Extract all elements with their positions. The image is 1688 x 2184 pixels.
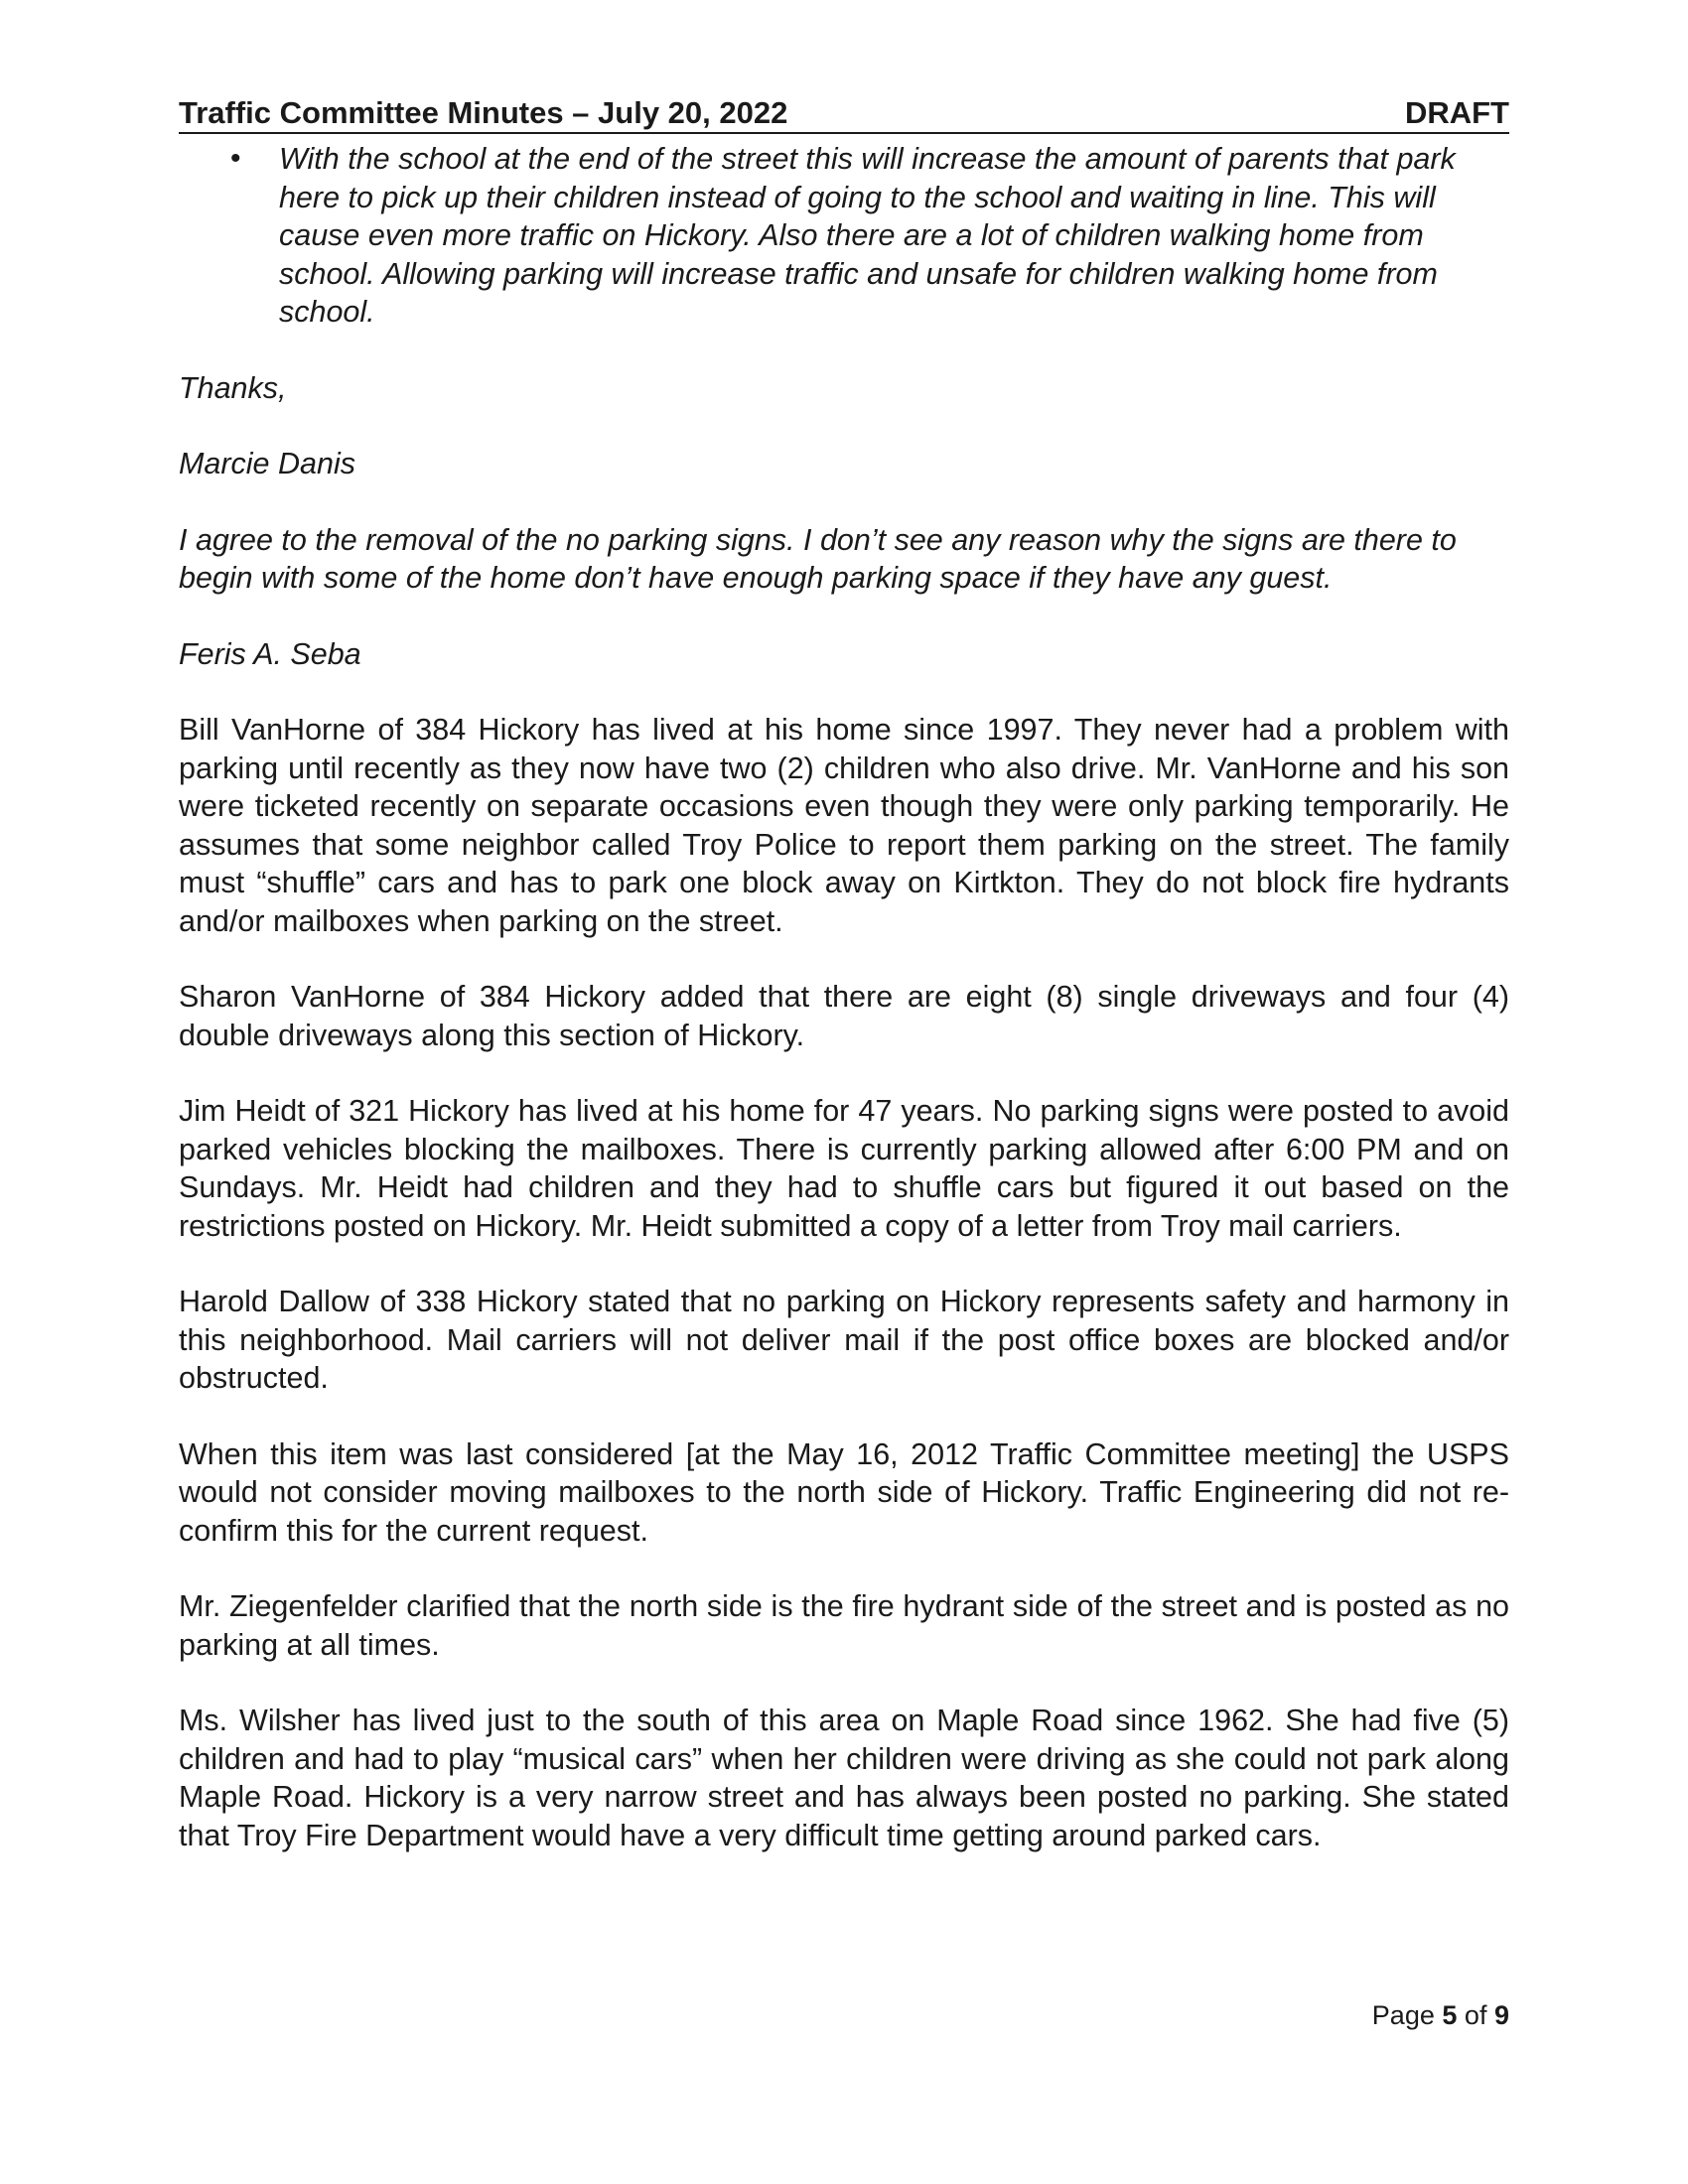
bullet-item: [179, 140, 1509, 332]
minutes-paragraph: Jim Heidt of 321 Hickory has lived at his home for 47 years. No parking signs were posted to avoid parked vehicles blocking the mailboxes. There is currently parking allowed after 6:00 PM and on Sundays. Mr. Heidt had children and they had to shuffle cars but figured it out based on the restrictions posted on Hickory. Mr. Heidt submitted a copy of a letter from Troy mail carriers.: [179, 1094, 1509, 1243]
minutes-paragraph: Mr. Ziegenfelder clarified that the north side is the fire hydrant side of the street and is posted as no parking at all times.: [179, 1589, 1509, 1662]
document-title: Traffic Committee Minutes – July 20, 2022: [179, 95, 788, 130]
minutes-paragraph: When this item was last considered [at the May 16, 2012 Traffic Committee meeting] the USPS would not consider moving mailboxes to the north side of Hickory. Traffic Engineering did not re-confirm this for the current request.: [179, 1436, 1509, 1548]
minutes-paragraph: Ms. Wilsher has lived just to the south of this area on Maple Road since 1962. She had five (5) children and had to play “musical cars” when her children were driving as she could not park along Maple Road. Hickory is a very narrow street and has always been posted no parking. She stated that Troy Fire Department would have a very difficult time getting around parked cars.: [179, 1704, 1509, 1852]
minutes-paragraph: Harold Dallow of 338 Hickory stated that no parking on Hickory represents safety and harmony in this neighborhood. Mail carriers will not deliver mail if the post office boxes are blocked and/or obstructed.: [179, 1285, 1509, 1395]
page-number: [1372, 1999, 1509, 2031]
letter-body: I agree to the removal of the no parking signs. I don’t see any reason why the signs are there to begin with some of the home don’t have enough parking space if they have any guest.: [179, 522, 1457, 595]
minutes-paragraph: Sharon VanHorne of 384 Hickory added that there are eight (8) single driveways and four (4) double driveways along this section of Hickory.: [179, 980, 1509, 1052]
page-header: [179, 95, 1509, 134]
page-label: Page: [1371, 2000, 1435, 2030]
letter-signature: Feris A. Seba: [179, 636, 361, 671]
total-pages: 9: [1493, 2000, 1509, 2030]
document-page: [179, 95, 1509, 2081]
letter-signature: Marcie Danis: [179, 447, 355, 480]
minutes-paragraph: Bill VanHorne of 384 Hickory has lived at his home since 1997. They never had a problem with parking until recently as they now have two (2) children who also drive. Mr. VanHorne and his son were ticketed recently on separate occasions even though they were only parking temporarily. He assumes that some neighbor called Troy Police to report them parking on the street. The family must “shuffle” cars and has to park one block away on Kirtkton. They do not block fire hydrants and/or mailboxes when parking on the street.: [179, 713, 1509, 938]
current-page: 5: [1442, 2000, 1458, 2030]
bullet-text: With the school at the end of the street this will increase the amount of parents that park here to pick up their children instead of going to the school and waiting in line. This will cause even more traffic on Hickory. Also there are a lot of children walking home from school. Allowing parking will increase traffic and unsafe for children walking home from school.: [279, 142, 1456, 329]
of-label: of: [1464, 2000, 1487, 2030]
letter-closing: Thanks,: [179, 370, 287, 405]
bullet-icon: •: [230, 142, 241, 175]
draft-label: DRAFT: [1404, 95, 1509, 130]
